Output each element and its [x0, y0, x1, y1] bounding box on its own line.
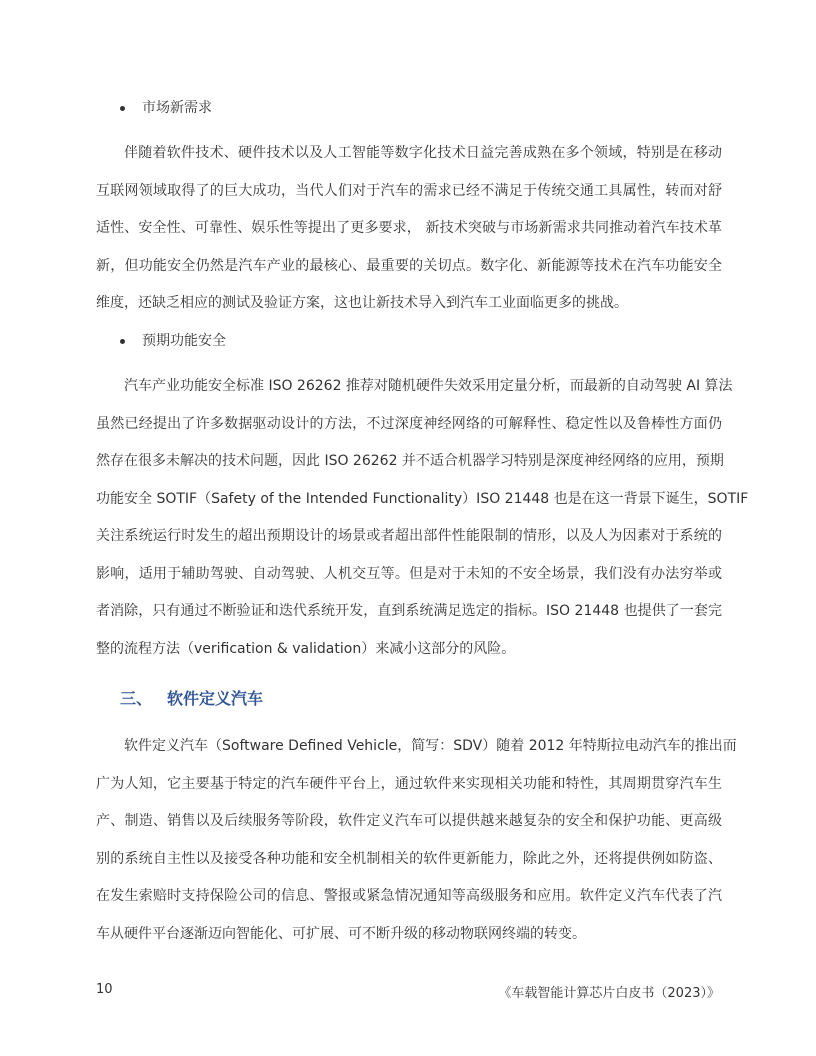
paragraph-line: 适性、安全性、可靠性、娱乐性等提出了更多要求， 新技术突破与市场新需求共同推动着汽车技术革 [96, 220, 722, 236]
page-number: 10 [96, 982, 113, 997]
paragraph-line: 然存在很多未解决的技术问题，因此 ISO 26262 并不适合机器学习特别是深度神经网络的应用，预期 [96, 453, 724, 469]
paragraph-line: 在发生索赔时支持保险公司的信息、警报或紧急情况通知等高级服务和应用。软件定义汽车代表了汽 [96, 888, 722, 904]
paragraph-line: 广为人知，它主要基于特定的汽车硬件平台上，通过软件来实现相关功能和特性，其周期贯穿汽车生 [96, 775, 722, 792]
section-heading [120, 688, 263, 710]
section-title: 软件定义汽车 [167, 689, 264, 708]
paragraph-line: 虽然已经提出了许多数据驱动设计的方法，不过深度神经网络的可解释性、稳定性以及鲁棒性方面仍 [96, 415, 722, 432]
paragraph-line: 伴随着软件技术、硬件技术以及人工智能等数字化技术日益完善成熟在多个领域，特别是在移动 [124, 145, 722, 161]
paragraph-line: 车从硬件平台逐渐迈向智能化、可扩展、可不断升级的移动物联网终端的转变。 [96, 925, 586, 942]
paragraph-line: 影响，适用于辅助驾驶、自动驾驶、人机交互等。但是对于未知的不安全场景，我们没有办法穷举或 [96, 565, 722, 582]
paragraph-line: 整的流程方法（verification & validation）来减小这部分的风险。 [96, 640, 516, 657]
document-title: 《车载智能计算芯片白皮书（2023）》 [498, 986, 720, 1001]
paragraph-line: 关注系统运行时发生的超出预期设计的场景或者超出部件性能限制的情形，以及人为因素对于系统的 [96, 528, 722, 544]
bullet-market-demand [120, 98, 212, 118]
paragraph-line: 维度，还缺乏相应的测试及验证方案，这也让新技术导入到汽车工业面临更多的挑战。 [96, 295, 628, 311]
paragraph-sotif [96, 376, 749, 676]
paragraph-sdv [96, 736, 737, 961]
paragraph-line: 者消除，只有通过不断验证和迭代系统开发，直到系统满足选定的指标。ISO 21448 也提供了一套完 [96, 603, 722, 619]
bullet-label: 预期功能安全 [142, 333, 226, 349]
section-number: 三、 [120, 689, 153, 708]
paragraph-line: 别的系统自主性以及接受各种功能和安全机制相关的软件更新能力，除此之外，还将提供例如防盗、 [96, 850, 722, 867]
bullet-sotif [120, 331, 226, 351]
bullet-dot [120, 106, 125, 111]
bullet-label: 市场新需求 [142, 100, 212, 116]
bullet-dot [120, 339, 125, 344]
paragraph-line: 新，但功能安全仍然是汽车产业的最核心、最重要的关切点。数字化、新能源等技术在汽车功能安全 [96, 257, 722, 274]
paragraph-line: 产、制造、销售以及后续服务等阶段，软件定义汽车可以提供越来越复杂的安全和保护功能、更高级 [96, 813, 722, 829]
paragraph-line: 互联网领域取得了的巨大成功，当代人们对于汽车的需求已经不满足于传统交通工具属性，转而对舒 [96, 182, 722, 199]
paragraph-line: 汽车产业功能安全标准 ISO 26262 推荐对随机硬件失效采用定量分析，而最新的自动驾驶 AI 算法 [124, 378, 733, 394]
paragraph-line: 软件定义汽车（Software Defined Vehicle，简写：SDV）随着 2012 年特斯拉电动汽车的推出而 [124, 738, 737, 754]
paragraph-line: 功能安全 SOTIF（Safety of the Intended Functionality）ISO 21448 也是在这一背景下诞生，SOTIF [96, 490, 749, 507]
paragraph-market-demand [96, 143, 722, 331]
